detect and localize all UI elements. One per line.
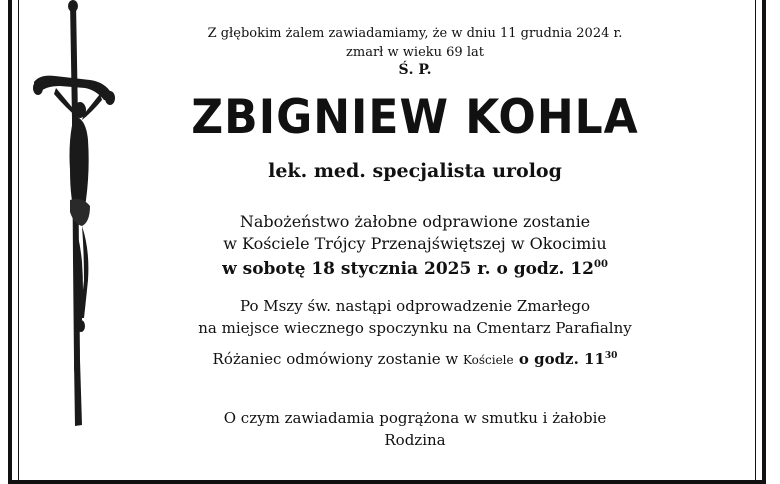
mass-date-minutes: 00 [593, 259, 608, 270]
rosary-part-2: Kościele [463, 353, 514, 367]
rosary-part-3: o godz. 11 [513, 350, 605, 368]
procession-line-1: Po Mszy św. nastąpi odprowadzenie Zmarłego [239, 297, 591, 315]
crucifix-icon [30, 0, 120, 430]
deceased-title: lek. med. specjalista urolog [268, 160, 562, 182]
rosary-line [120, 350, 710, 368]
mass-date [120, 259, 710, 279]
mass-date-text: w sobotę 18 stycznia 2025 r. o godz. 12 [222, 259, 594, 279]
deceased-name: ZBIGNIEW KOHLA [191, 89, 639, 146]
rosary-part-1: Różaniec odmówiony zostanie w [212, 350, 463, 368]
mass-line-1: Nabożeństwo żałobne odprawione zostanie [239, 212, 591, 231]
intro-line: Z głębokim żalem zawiadamiamy, że w dniu 11 grudnia 2024 r. [207, 26, 623, 41]
age-line: zmarł w wieku 69 lat [346, 45, 484, 60]
closing-line: O czym zawiadamia pogrążona w smutku i żałobie [223, 409, 607, 427]
rosary-minutes: 30 [604, 351, 618, 361]
mass-line-2: w Kościele Trójcy Przenajświętszej w Okocimiu [223, 234, 607, 253]
sp-label: Ś. P. [398, 62, 432, 78]
procession-line-2: na miejsce wiecznego spoczynku na Cmentarz Parafialny [198, 319, 632, 337]
family-signature: Rodzina [384, 431, 446, 449]
